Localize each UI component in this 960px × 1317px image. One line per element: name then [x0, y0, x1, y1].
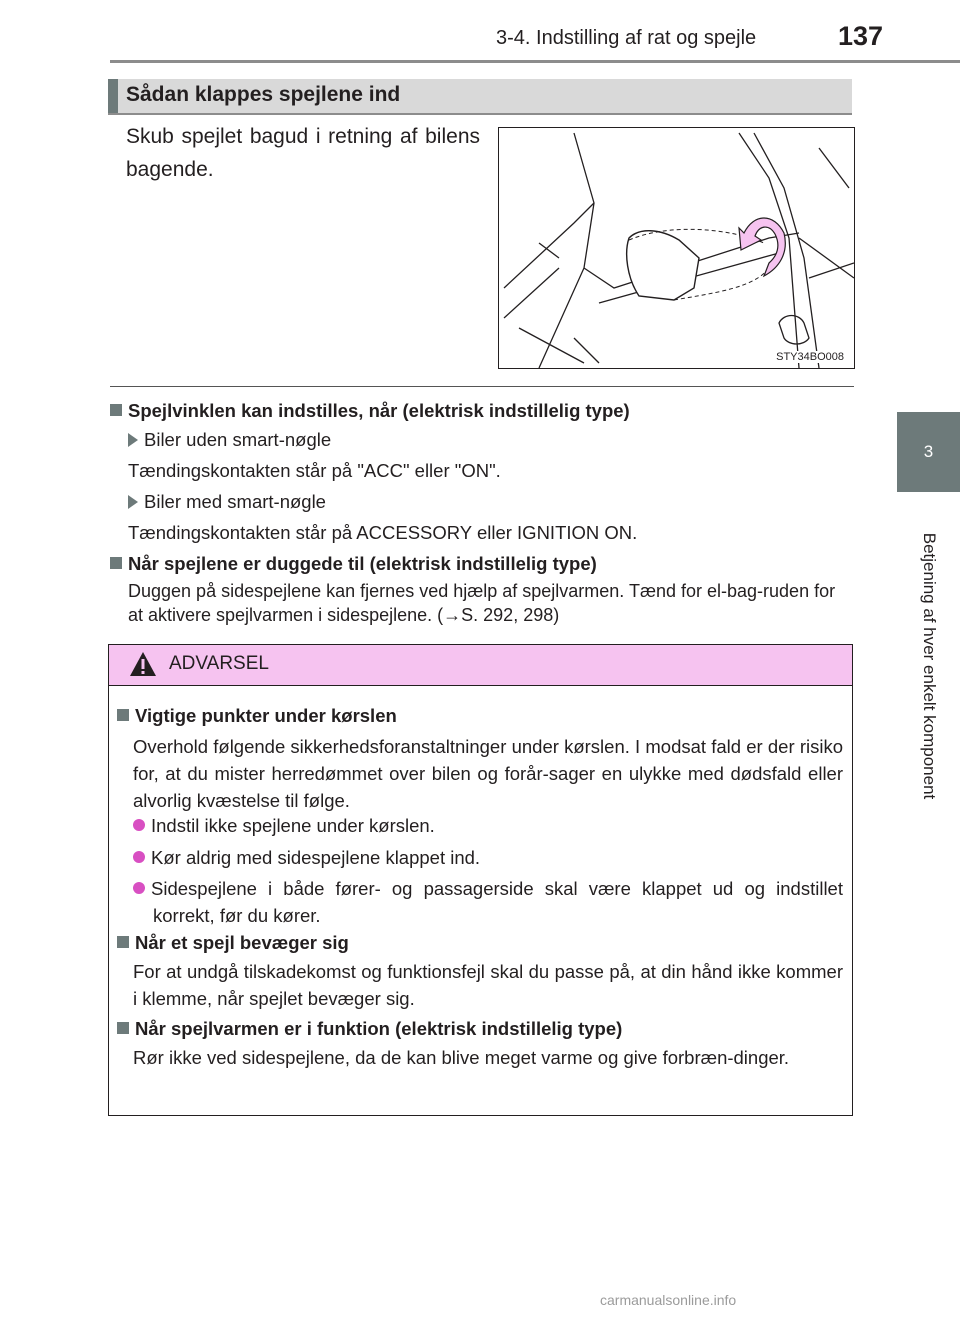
page-number: 137 — [838, 21, 884, 51]
warning-1-bullet-2: Kør aldrig med sidespejlene klappet ind. — [109, 844, 873, 871]
section-divider — [110, 386, 854, 387]
section-heading — [108, 79, 852, 115]
note-2-text: Duggen på sidespejlene kan fjernes ved hjælp af spejlvarmen. Tænd for el-bag-ruden for at aktivere spejlvarmen i sidespejlene. (→S. 292, 298) — [128, 581, 836, 625]
round-bullet-icon — [133, 819, 145, 831]
warning-title: ADVARSEL — [169, 653, 269, 674]
note-1-text-1: Tændingskontakten står på "ACC" eller "ON". — [128, 460, 501, 481]
square-bullet-icon — [117, 1022, 129, 1034]
figure-code: STY34BO008 — [776, 351, 844, 363]
warning-1-text: Overhold følgende sikkerhedsforanstaltninger under kørslen. I modsat fald er der risiko for, at du mister herredømmet over bilen og forår-sager en ulykke med dødsfald eller alvorlig kvæstelse til følge. — [133, 736, 843, 811]
warning-1-bullet-1: Indstil ikke spejlene under kørslen. — [109, 812, 873, 839]
note-1-text-2: Tændingskontakten står på ACCESSORY eller IGNITION ON. — [128, 522, 638, 543]
warning-1-bullet-3: Sidespejlene i både fører- og passagerside skal være klappet ud og indstillet korrekt, før du kører. — [109, 875, 843, 929]
warning-2-text: For at undgå tilskadekomst og funktionsfejl skal du passe på, at din hånd ikke kommer i klemme, når spejlet bevæger sig. — [133, 961, 843, 1009]
chapter-tab[interactable]: 3 — [897, 412, 960, 492]
square-bullet-icon — [110, 404, 122, 416]
mirror-illustration — [498, 127, 855, 369]
square-bullet-icon — [117, 936, 129, 948]
warning-3-heading: Når spejlvarmen er i funktion (elektrisk indstillelig type) — [115, 1015, 855, 1042]
header-rule — [110, 60, 960, 63]
warning-2-heading: Når et spejl bevæger sig — [115, 929, 855, 956]
warning-header — [109, 645, 852, 686]
section-heading-bar — [108, 79, 118, 113]
warning-1-heading: Vigtige punkter under kørslen — [115, 702, 855, 729]
intro-text: Skub spejlet bagud i retning af bilens bagende. — [126, 125, 480, 181]
triangle-bullet-icon — [128, 433, 138, 447]
note-1-heading: Spejlvinklen kan indstilles, når (elektrisk indstillelig type) — [110, 396, 854, 426]
warning-3-text: Rør ikke ved sidespejlene, da de kan blive meget varme og give forbræn-dinger. — [133, 1047, 790, 1068]
warning-box — [108, 644, 853, 1116]
warning-triangle-icon — [129, 651, 157, 677]
square-bullet-icon — [117, 709, 129, 721]
note-2-heading: Når spejlene er duggede til (elektrisk indstillelig type) — [110, 549, 854, 579]
triangle-bullet-icon — [128, 495, 138, 509]
round-bullet-icon — [133, 882, 145, 894]
round-bullet-icon — [133, 851, 145, 863]
mirror-fold-drawing — [499, 128, 854, 368]
section-heading-text: Sådan klappes spejlene ind — [126, 83, 401, 106]
square-bullet-icon — [110, 557, 122, 569]
chapter-title-text: Betjening af hver enkelt komponent — [919, 532, 939, 800]
chapter-title-vertical — [897, 492, 960, 840]
note-1-sub-2: Biler med smart-nøgle — [110, 487, 872, 517]
header-section-title: 3-4. Indstilling af rat og spejle — [496, 27, 757, 49]
watermark: carmanualsonline.info — [600, 1292, 737, 1308]
note-1-sub-1: Biler uden smart-nøgle — [110, 425, 872, 455]
